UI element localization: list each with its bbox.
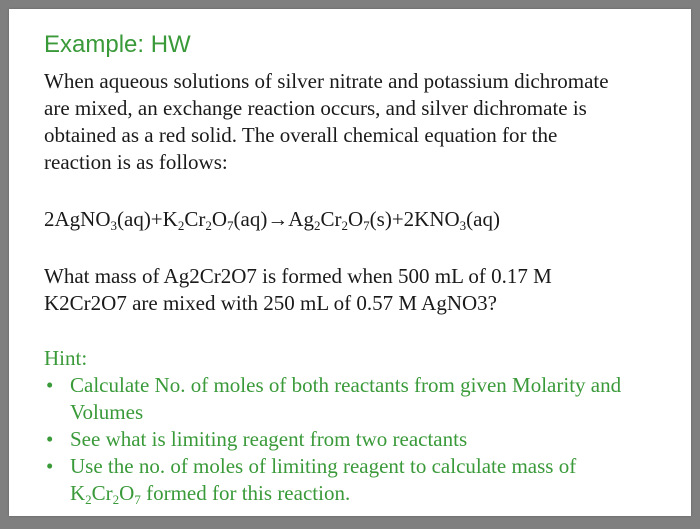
bullet-icon: • — [46, 427, 54, 451]
formula-sub: 7 — [134, 492, 141, 507]
eq-part: (s)+2KNO — [369, 207, 460, 231]
hint-section — [44, 345, 679, 507]
hint-label: Hint: — [44, 346, 88, 370]
eq-sub: 2 — [341, 218, 348, 233]
eq-part: Cr — [320, 207, 342, 231]
eq-part: Cr — [184, 207, 206, 231]
formula-part: K — [70, 481, 86, 505]
formula-part: Cr — [91, 481, 113, 505]
hint-item — [44, 372, 679, 426]
eq-sub: 2 — [313, 218, 321, 233]
eq-sub: 7 — [363, 218, 370, 233]
intro-line: are mixed, an exchange reaction occurs, and silver dichromate is — [44, 96, 587, 120]
eq-sub: 3 — [110, 218, 117, 233]
hint-text: See what is limiting reagent from two reactants — [70, 427, 468, 451]
eq-part: (aq) — [466, 207, 500, 231]
eq-part: (aq)→Ag — [233, 207, 314, 231]
intro-line: obtained as a red solid. The overall chemical equation for the — [44, 123, 558, 147]
hint-text — [70, 480, 679, 507]
intro-line: reaction is as follows: — [44, 150, 228, 174]
intro-paragraph — [44, 68, 669, 176]
bullet-icon: • — [46, 373, 54, 397]
eq-part: (aq)+K — [117, 207, 178, 231]
question-line: What mass of Ag2Cr2O7 is formed when 500 mL of 0.17 M — [44, 264, 552, 288]
eq-part: O — [347, 207, 364, 231]
formula-part: formed for this reaction. — [140, 481, 351, 505]
intro-line: When aqueous solutions of silver nitrate and potassium dichromate — [44, 69, 609, 93]
formula-sub: 2 — [112, 492, 120, 507]
eq-sub: 2 — [177, 218, 185, 233]
hint-text: Volumes — [70, 400, 144, 424]
eq-sub: 3 — [459, 218, 467, 233]
hint-item — [44, 426, 679, 453]
hint-text: Use the no. of moles of limiting reagent to calculate mass of — [70, 454, 577, 478]
chemical-equation — [44, 206, 500, 232]
slide — [9, 9, 691, 516]
hint-item — [44, 453, 679, 507]
formula-part: O — [119, 481, 135, 505]
bullet-icon: • — [46, 454, 54, 478]
question-line: K2Cr2O7 are mixed with 250 mL of 0.57 M AgNO3? — [44, 291, 497, 315]
slide-title: Example: HW — [44, 31, 191, 58]
hint-text: Calculate No. of moles of both reactants from given Molarity and — [70, 373, 622, 397]
formula-sub: 2 — [85, 492, 92, 507]
eq-sub: 2 — [205, 218, 212, 233]
question-paragraph — [44, 263, 552, 317]
eq-part: O — [211, 207, 227, 231]
eq-sub: 7 — [227, 218, 234, 233]
hint-list — [44, 372, 679, 507]
eq-part: 2AgNO — [44, 207, 111, 231]
